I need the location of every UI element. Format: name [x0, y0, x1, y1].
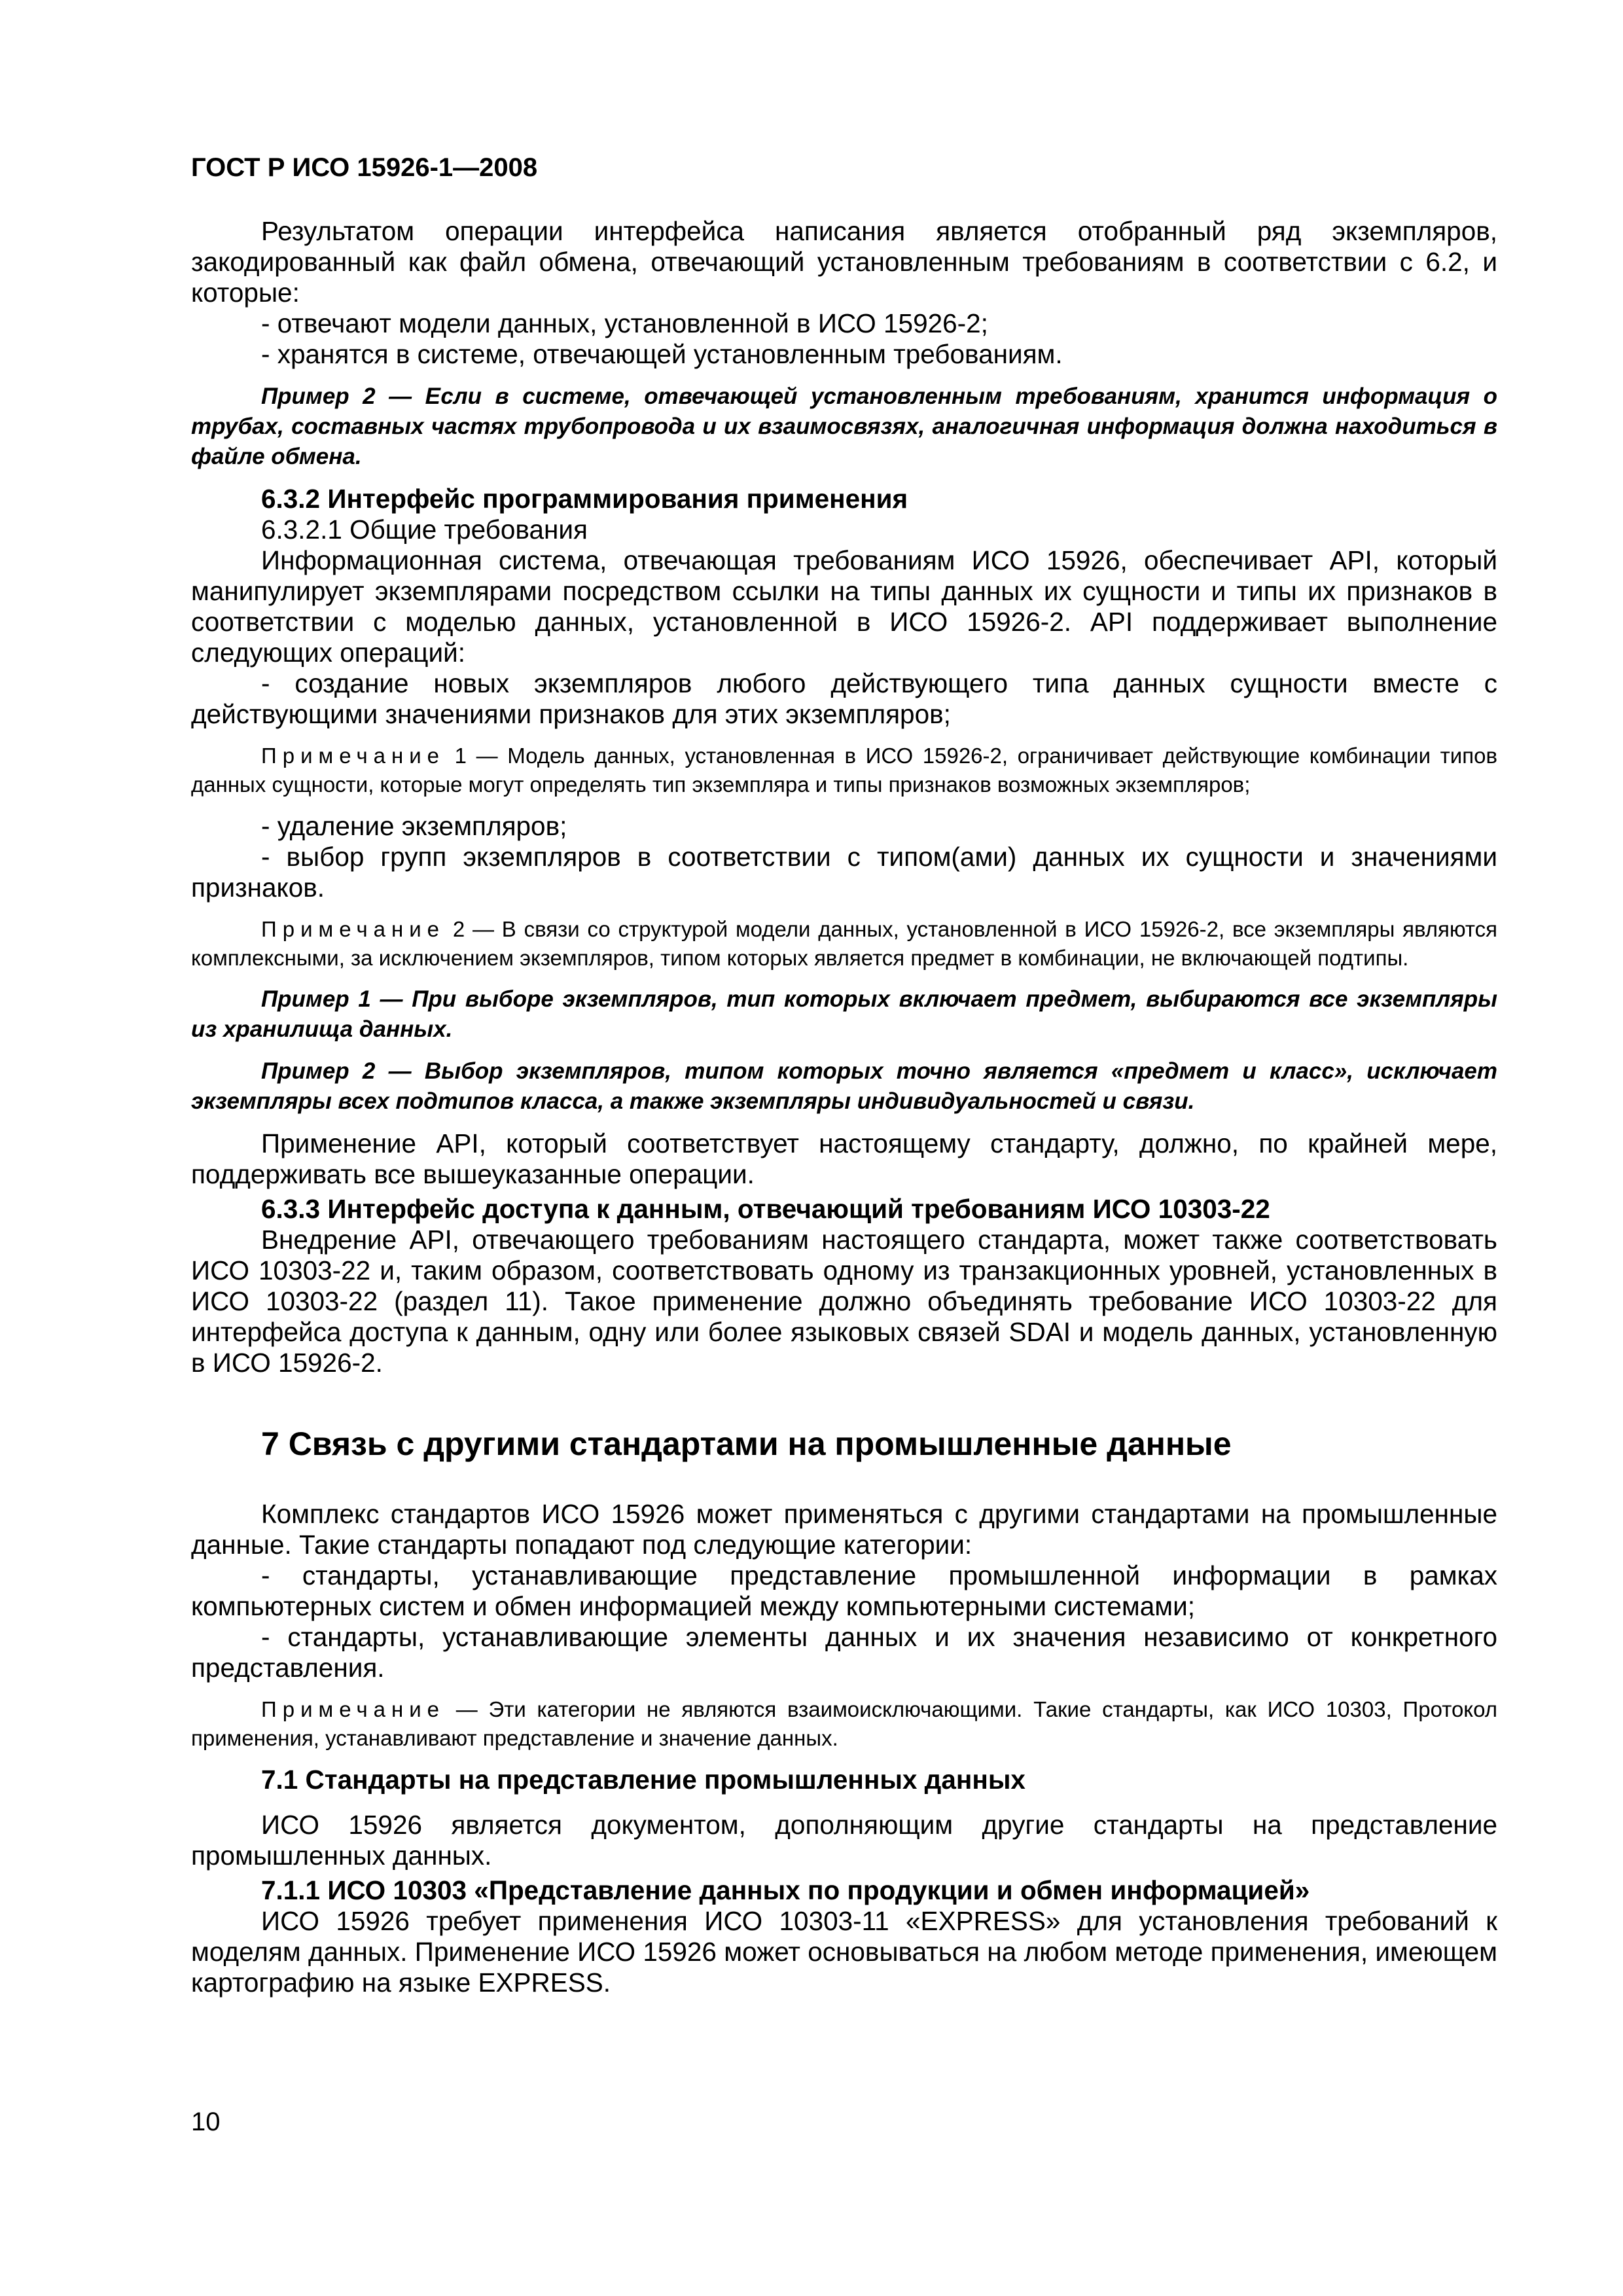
note: [191, 915, 1497, 973]
spacer: [191, 1795, 1497, 1810]
paragraph: Комплекс стандартов ИСО 15926 может применяться с другими стандартами на промышленные данные. Такие стандарты попадают под следующие категории:: [191, 1499, 1497, 1560]
note-label: Примечание: [261, 744, 446, 768]
page-content: [191, 151, 1497, 1998]
paragraph: Информационная система, отвечающая требованиям ИСО 15926, обеспечивает API, который манипулирует экземплярами посредством ссылки на типы данных их сущности и типы их признаков в соответствии с моделью данных, установленной в ИСО 15926-2. API поддерживает выполнение следующих операций:: [191, 545, 1497, 668]
section-heading-7-1-1: 7.1.1 ИСО 10303 «Представление данных по продукции и обмен информацией»: [261, 1875, 1310, 1905]
list-item: - отвечают модели данных, установленной в ИСО 15926-2;: [261, 308, 988, 338]
note-label: Примечание: [261, 917, 446, 941]
section-heading-7: 7 Связь с другими стандартами на промышленные данные: [261, 1426, 1232, 1462]
section-heading-6-3-3: 6.3.3 Интерфейс доступа к данным, отвечающий требованиям ИСО 10303-22: [261, 1194, 1270, 1224]
example-text: Пример 2 — Если в системе, отвечающей установленным требованиям, хранится информация о трубах, составных частях трубопровода и их взаимосвязях, аналогичная информация должна находиться в файле обмена.: [191, 384, 1497, 469]
example-text: Пример 2 — Выбор экземпляров, типом которых точно является «предмет и класс», исключает экземпляры всех подтипов класса, а также экземпляры индивидуальностей и связи.: [191, 1058, 1497, 1114]
running-header: ГОСТ Р ИСО 15926-1—2008: [191, 153, 538, 182]
paragraph: ИСО 15926 требует применения ИСО 10303-11 «EXPRESS» для установления требований к моделям данных. Применение ИСО 15926 может основываться на любом методе применения, имеющем картографию на языке EXPRESS.: [191, 1906, 1497, 1998]
list-item: - хранятся в системе, отвечающей установленным требованиям.: [261, 339, 1063, 369]
list-item: - стандарты, устанавливающие элементы данных и их значения независимо от конкретного представления.: [191, 1622, 1497, 1683]
list-item: - создание новых экземпляров любого действующего типа данных сущности вместе с действующими значениями признаков для этих экземпляров;: [191, 668, 1497, 729]
list-item: - удаление экземпляров;: [261, 811, 567, 841]
paragraph: ИСО 15926 является документом, дополняющим другие стандарты на представление промышленных данных.: [191, 1810, 1497, 1871]
list-item: - выбор групп экземпляров в соответствии с типом(ами) данных их сущности и значениями признаков.: [191, 842, 1497, 903]
subsection-heading-6-3-2-1: 6.3.2.1 Общие требования: [261, 514, 588, 545]
list-item: - стандарты, устанавливающие представление промышленной информации в рамках компьютерных систем и обмен информацией между компьютерными системами;: [191, 1560, 1497, 1621]
note-text: 2 — В связи со структурой модели данных, установленной в ИСО 15926-2, все экземпляры являются комплексными, за исключением экземпляров, типом которых является предмет в комбинации, не включающей подтипы.: [191, 917, 1497, 970]
page-number: 10: [191, 2108, 221, 2136]
note: [191, 742, 1497, 799]
paragraph: Внедрение API, отвечающего требованиям настоящего стандарта, может также соответствовать ИСО 10303-22 и, таким образом, соответствовать одному из транзакционных уровней, установленных в ИСО 10303-22 (раздел 11). Такое применение должно объединять требование ИСО 10303-22 для интерфейса доступа к данным, одну или более языковых связей SDAI и модель данных, установленную в ИСО 15926-2.: [191, 1225, 1497, 1378]
note-label: Примечание: [261, 1697, 446, 1721]
section-heading-6-3-2: 6.3.2 Интерфейс программирования применения: [261, 484, 908, 514]
note-text: — Эти категории не являются взаимоисключающими. Такие стандарты, как ИСО 10303, Протокол применения, устанавливают представление и значение данных.: [191, 1697, 1497, 1750]
note-text: 1 — Модель данных, установленная в ИСО 15926-2, ограничивает действующие комбинации типов данных сущности, которые могут определять тип экземпляра и типы признаков возможных экземпляров;: [191, 744, 1497, 797]
note: [191, 1695, 1497, 1753]
section-heading-7-1: 7.1 Стандарты на представление промышленных данных: [261, 1765, 1026, 1795]
example-text: Пример 1 — При выборе экземпляров, тип которых включает предмет, выбираются все экземпляры из хранилища данных.: [191, 986, 1497, 1042]
paragraph: Результатом операции интерфейса написания является отобранный ряд экземпляров, закодированный как файл обмена, отвечающий установленным требованиям в соответствии с 6.2, и которые:: [191, 216, 1497, 308]
paragraph: Применение API, который соответствует настоящему стандарту, должно, по крайней мере, поддерживать все вышеуказанные операции.: [191, 1128, 1497, 1189]
